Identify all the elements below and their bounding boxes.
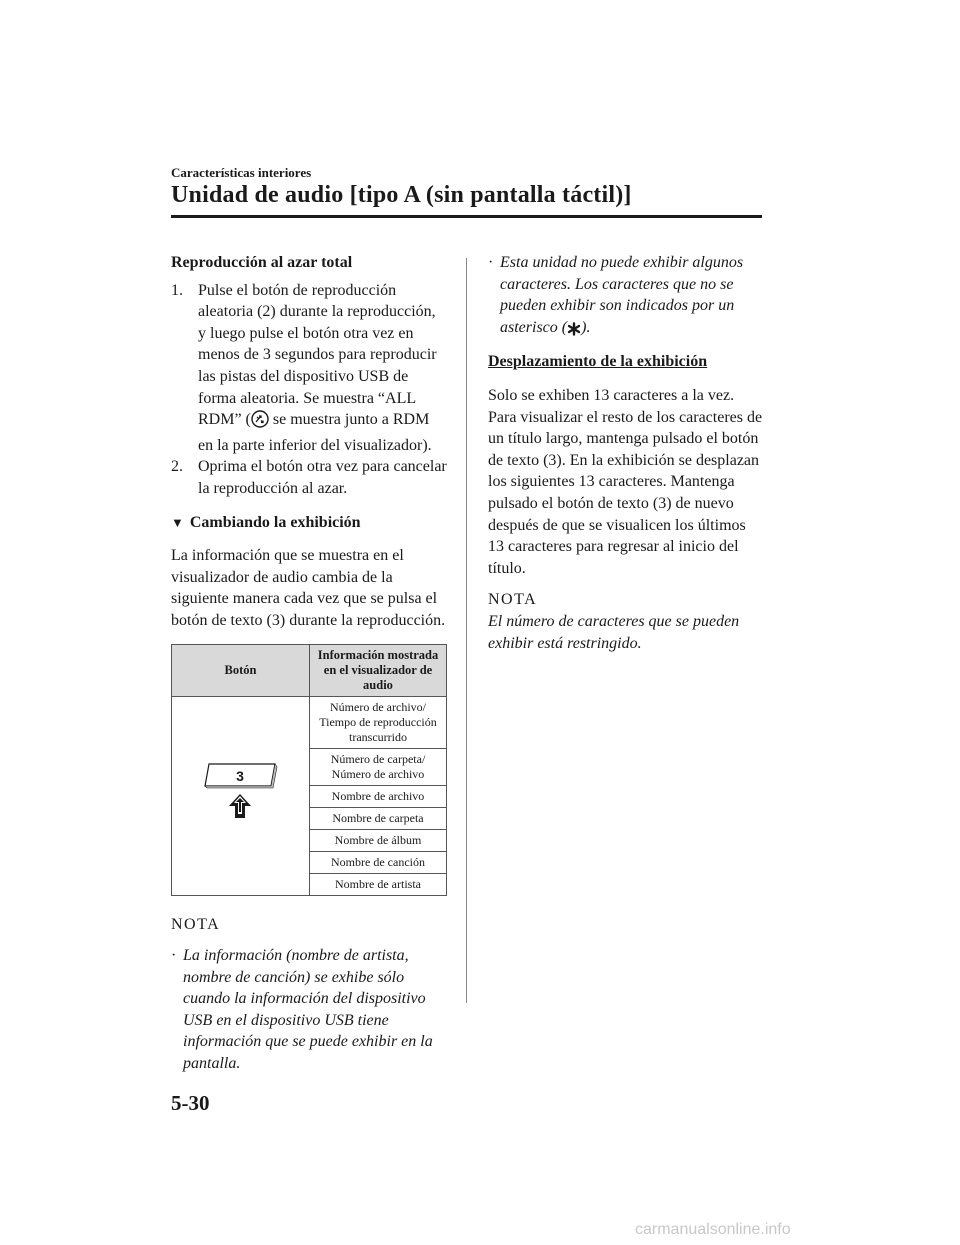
step-text: Oprima el botón otra vez para cancelar la reproducción al azar. (198, 458, 447, 497)
scroll-display-paragraph: Solo se exhiben 13 caracteres a la vez. Para visualizar el resto de los caracteres de un título largo, mantenga pulsado el botón de texto (3). En la exhibición se desplazan los siguientes 13 caracteres. Mantenga pulsado el botón de texto (3) de nuevo después de que se visualicen los últimos 13 caracteres para regresar al inicio del título. (488, 386, 763, 577)
random-all-heading: Reproducción al azar total (171, 254, 353, 271)
section-label: Características interiores (171, 165, 312, 180)
column-divider (466, 258, 467, 1003)
table-row: Nombre de canción (310, 851, 447, 873)
change-display-label: Cambiando la exhibición (189, 513, 361, 531)
button-number: 3 (235, 767, 244, 784)
nota-block-left (171, 914, 447, 1075)
display-info-table (171, 644, 447, 896)
title-rule (171, 215, 762, 218)
asterisk-bullet-text: Esta unidad no puede exhibir algunos caracteres. Los caracteres que no se pueden exhibir son indicados por un asterisco ( (500, 254, 744, 336)
page-number: 5-30 (171, 1091, 210, 1115)
nota-block-right (488, 589, 764, 654)
nota-label: NOTA (171, 915, 221, 933)
scroll-display-heading: Desplazamiento de la exhibición (488, 353, 708, 371)
right-column (488, 252, 764, 654)
step-2 (171, 456, 447, 499)
step-1 (171, 280, 447, 457)
table-row: Nombre de carpeta (310, 807, 447, 829)
triangle-down-icon: ▼ (171, 514, 184, 530)
nota-text: El número de caracteres que se pueden exhibir está restringido. (488, 612, 740, 652)
text-button-illustration (172, 696, 310, 895)
change-display-paragraph: La información que se muestra en el visualizador de audio cambia de la siguiente manera cada vez que se pulsa el botón de texto (3) durante la reproducción. (171, 547, 446, 629)
table-header-info: Información mostrada en el visualizador de audio (310, 644, 447, 696)
asterisk-bullet (488, 252, 764, 342)
step-number: 2. (171, 458, 183, 476)
press-hand-icon (201, 758, 281, 830)
bullet-dot: · (488, 254, 494, 271)
table-row: Número de archivo/ Tiempo de reproducción transcurrido (310, 696, 447, 748)
nota-label: NOTA (488, 591, 538, 609)
watermark: carmanualsonline.info (635, 1221, 791, 1238)
change-display-heading (171, 512, 447, 534)
table-header-button: Botón (172, 644, 310, 696)
nota-bullet-text: La información (nombre de artista, nombre de canción) se exhibe sólo cuando la información del dispositivo USB en el dispositivo USB tiene información que se puede exhibir en la pantalla. (183, 947, 433, 1073)
step-text: Pulse el botón de reproducción aleatoria (2) durante la reproducción, y luego pulse el botón otra vez en menos de 3 segundos para reproducir las pistas del dispositivo USB de forma aleatoria. Se muestra “ALL RDM” ( (198, 281, 437, 429)
page-title: Unidad de audio [tipo A (sin pantalla táctil)] (171, 182, 632, 208)
asterisk-bullet-end: ). (581, 318, 591, 336)
shuffle-all-icon (251, 410, 269, 435)
step-text-cont: se muestra junto a RDM en la parte inferior del visualizador). (198, 411, 432, 454)
table-row: Número de carpeta/ Número de archivo (310, 748, 447, 785)
table-row: Nombre de archivo (310, 785, 447, 807)
bullet-dot: · (171, 947, 177, 965)
asterisk-icon (567, 321, 581, 343)
table-row: Nombre de artista (310, 873, 447, 895)
left-column (171, 252, 447, 1075)
table-row: Nombre de álbum (310, 829, 447, 851)
step-number: 1. (171, 281, 183, 299)
nota-bullet (171, 945, 447, 1075)
